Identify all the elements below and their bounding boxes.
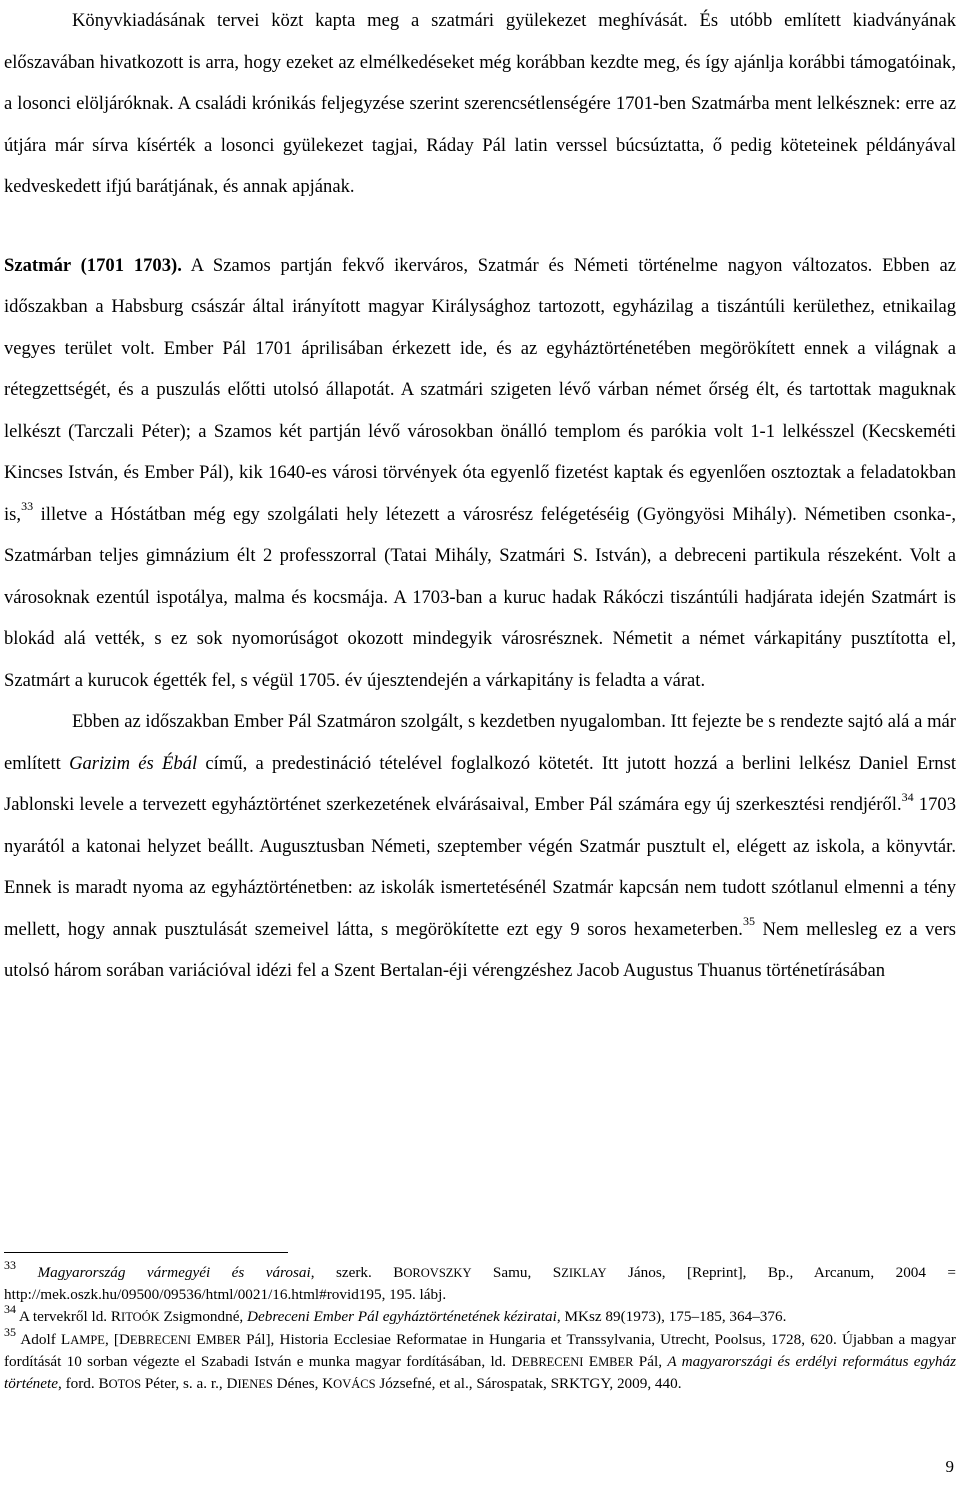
page-number: 9	[945, 1457, 954, 1476]
footnote-smallcaps: EBRECENI	[129, 1332, 192, 1347]
footnote-34	[4, 1302, 956, 1328]
footnote-smallcaps: IENES	[237, 1377, 273, 1392]
paragraph-2-text-b: illetve a Hóstátban még egy szolgálati hely létezett a városrész felégetéséig (Gyöngyösi Mihály). Németiben csonka-, Szatmárban teljes gimnázium élt 2 professzorral (Tatai Mihály, Szatmári S. István), a debreceni partikula részeként. Volt a városoknak ezentúl ispotálya, malma és kocsmája. A 1703-ban a kuruc hadak Rákóczi tiszántúli hadjárata idején Szatmárt is blokád alá vették, s ez sok nyomorúságot okozott mindegyik városrésznek. Németit a német várkapitány pusztította el, Szatmárt a kurucok égették fel, s végül 1705. év újesztendején a várkapitány is feladta a várat.	[4, 503, 956, 691]
footnote-text: E	[191, 1330, 206, 1348]
paragraph-2-text-a: A Szamos partján fekvő ikerváros, Szatmár és Németi történelme nagyon változatos. Ebben az időszakban a Habsburg császár által irányított magyar Királysághoz tartozott, egyházilag a tiszántúli kerülethez, etnikailag vegyes terület volt. Ember Pál 1701 áprilisában érkezett ide, és az egyháztörténetében megörökített ennek a világnak a rétegzettségét, és a puszulás előtti utolsó állapotát. A szatmári szigeten lévő várban német őrség élt, és tartottak maguknak lelkészt (Tarczali Péter); a Szamos két partján lévő városokban önálló templom és parókia volt 1-1 lelkésszel (Kecskeméti Kincses István, és Ember Pál), kik 1640-es városi törvények óta egyenlő fizetést kaptak és egyenlően osztoztak a feladatokban is,	[4, 254, 956, 525]
footnote-title: Magyarország vármegyéi és városai	[37, 1264, 311, 1281]
footnote-text: Józsefné, et al., Sárospatak, SRKTGY, 2009, 440.	[375, 1375, 682, 1393]
footnote-text: Samu, S	[471, 1264, 562, 1281]
paragraph-3-text-c: 1703 nyarától a katonai helyzet beállt. Augusztusban Németi, szeptember végén Szatmár pusztult el, elégett az iskola, a könyvtár. Ennek is maradt nyoma az egyháztörténetben: az iskolák ismertetésénél Szatmár kapcsán nem tudott szótlanul elmenni a tény mellett, hogy annak pusztulását szemeivel látta, s megörökítette ezt egy 9 soros hexameterben.	[4, 794, 956, 940]
footnote-smallcaps: OVÁCS	[333, 1377, 376, 1392]
paragraph-3-text-d: Nem mellesleg ez a vers utolsó három sorában variációval idézi fel a Szent Bertalan-éji vérengzéshez Jacob Augustus Thuanus történetírásában	[4, 918, 957, 981]
footnote-number: 35	[4, 1324, 16, 1339]
footnote-title: A magyarországi és erdélyi református egyház története	[4, 1352, 956, 1393]
footnote-text: , [D	[104, 1330, 130, 1348]
footnote-number: 33	[4, 1257, 16, 1272]
footnote-text: Pál,	[633, 1352, 668, 1370]
footnote-smallcaps: OROVSZKY	[403, 1266, 472, 1280]
footnote-text: Pál], Historia Ecclesiae Reformatae in Hungaria et Transsylvania, Utrecht, Poolsus, 1728, 620. Újabban a magyar fordítását 10 sorban végezte el Szabadi István e munka magyar fordításában, ld. D	[4, 1330, 956, 1370]
footnotes	[4, 1257, 956, 1395]
paragraph-1	[4, 0, 956, 208]
footnote-smallcaps: ZIKLAY	[561, 1266, 607, 1280]
footnote-smallcaps: MBER	[598, 1354, 634, 1369]
footnote-text: Zsigmondné,	[159, 1308, 248, 1326]
footnote-ref-33[interactable]: 33	[21, 499, 34, 514]
footnote-smallcaps: AMPE	[70, 1332, 105, 1347]
footnote-number: 34	[4, 1302, 16, 1317]
footnote-text: Péter, s. a. r., D	[141, 1375, 238, 1393]
paragraph-3	[4, 701, 956, 992]
body-text	[4, 0, 956, 992]
paragraph-3-text-a: Ebben az időszakban Ember Pál Szatmáron szolgált, s kezdetben nyugalomban. Itt fejezte be s rendezte sajtó alá a már említett	[4, 711, 956, 774]
footnote-35	[4, 1324, 956, 1396]
book-title-garizim: Garizim és Ébál	[69, 752, 198, 774]
footnote-smallcaps: MBER	[205, 1332, 241, 1347]
footnote-text: A tervekről ld. R	[16, 1308, 122, 1326]
footnote-ref-35[interactable]: 35	[742, 914, 755, 929]
footnote-separator	[4, 1252, 288, 1253]
footnote-text: Adolf L	[16, 1330, 71, 1348]
footnote-text: , MKsz 89(1973), 175–185, 364–376.	[556, 1308, 787, 1326]
paragraph-szatmar	[4, 245, 956, 702]
footnote-smallcaps: ITOÓK	[121, 1310, 160, 1325]
footnote-text: Dénes, K	[272, 1375, 334, 1393]
footnote-text: János, [Reprint], Bp., Arcanum, 2004 = http://mek.oszk.hu/09500/09536/html/0021/16.html#rovid195, 195. lábj.	[4, 1264, 956, 1304]
paragraph-3-text-b: című, a predestináció tételével foglalkozó kötetét. Itt jutott hozzá a berlini lelkész Daniel Ernst Jablonski levele a tervezett egyháztörténet szerkezetének elvárásaival, Ember Pál számára egy új szerkesztési rendjéről.	[4, 752, 957, 815]
paragraph-1-text: Könyvkiadásának tervei közt kapta meg a szatmári gyülekezet meghívását. És utóbb említett kiadványának előszavában hivatkozott is arra, hogy ezeket az elmélkedéseket még korábban kezdte meg, és így ajánlja korábbi támogatóinak, a losonci elöljáróknak. A családi krónikás feljegyzése szerint szerencsétlenségére 1701-ben Szatmárba ment lelkésznek: erre az útjára már sírva kísérték a losonci gyülekezet tagjai, Ráday Pál latin verssel búcsúztatta, ő pedig köteteinek példányával kedveskedett ifjú barátjának, és annak apjának.	[4, 10, 956, 197]
footnote-33	[4, 1257, 956, 1306]
footnote-ref-34[interactable]: 34	[901, 789, 914, 804]
footnote-title: Debreceni Ember Pál egyháztörténetének kéziratai	[247, 1308, 557, 1326]
footnote-text: E	[583, 1352, 599, 1370]
section-heading: Szatmár (1701 1703).	[4, 254, 182, 276]
footnote-text: , ford. B	[57, 1375, 109, 1393]
footnote-text: , szerk. B	[310, 1264, 404, 1281]
footnote-smallcaps: EBRECENI	[522, 1354, 584, 1369]
footnote-smallcaps: OTOS	[108, 1377, 142, 1392]
